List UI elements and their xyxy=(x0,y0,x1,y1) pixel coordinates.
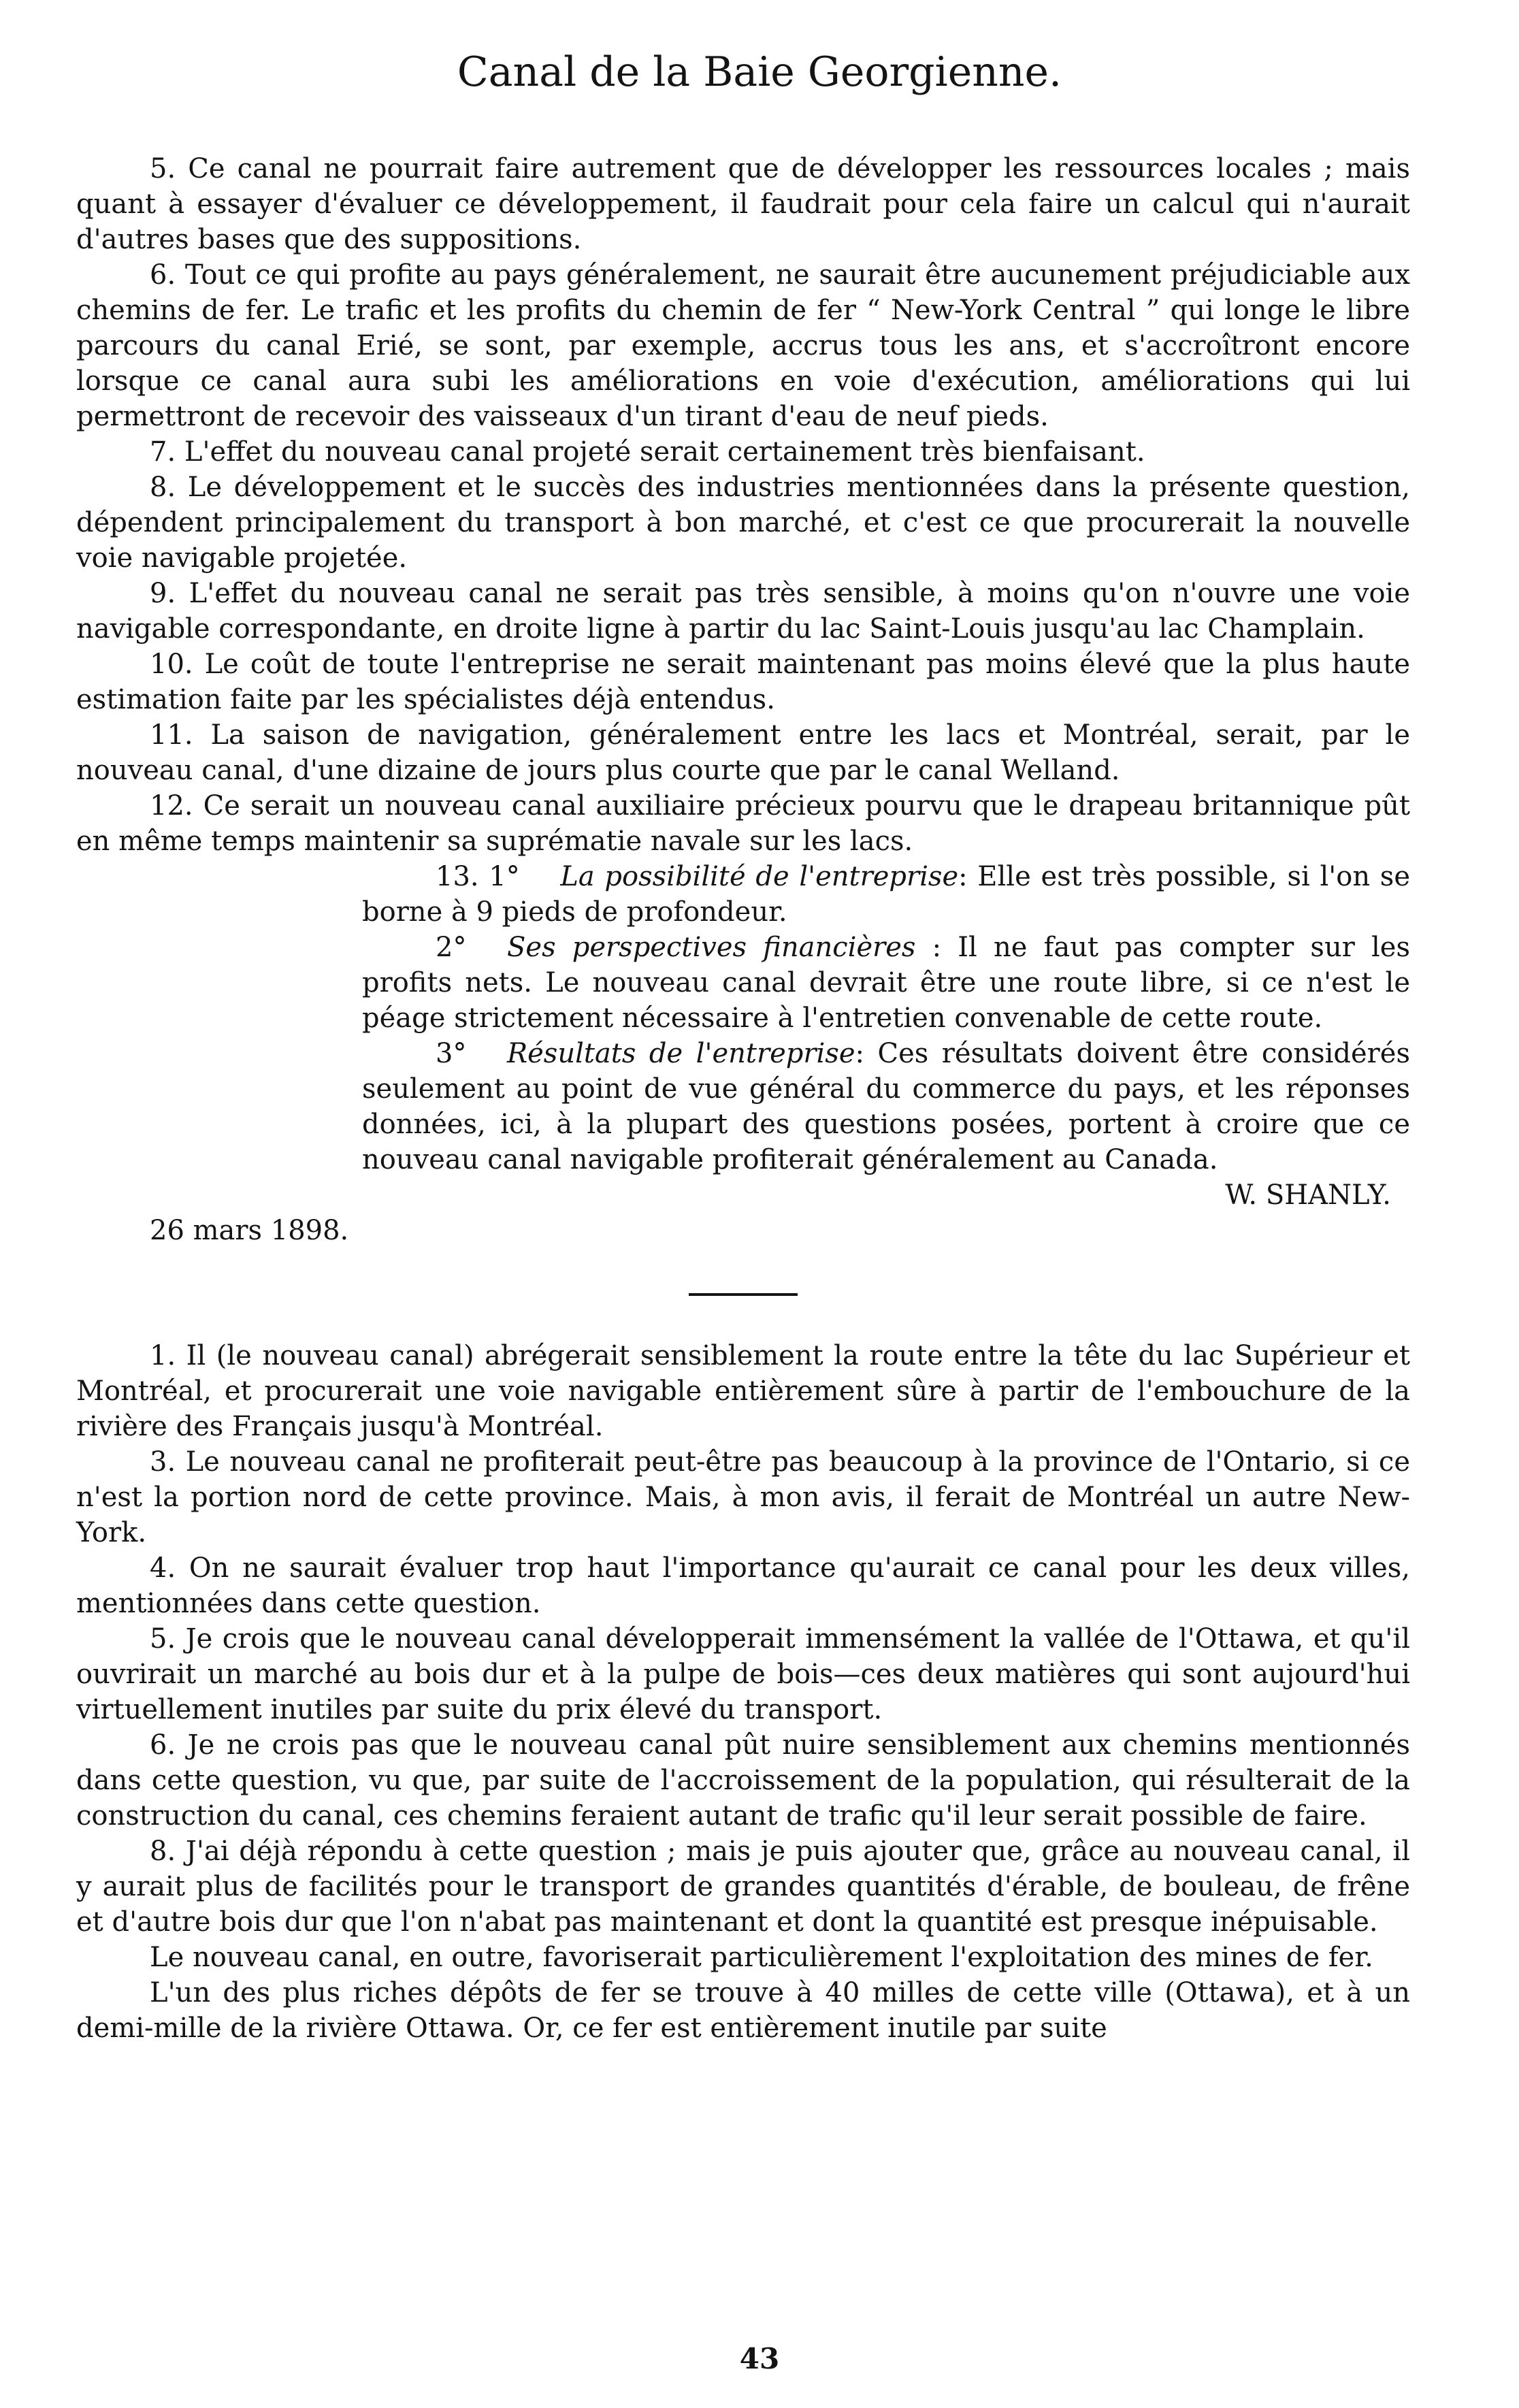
date-line: 26 mars 1898. xyxy=(150,1215,349,1246)
item-13-sub-1 xyxy=(76,859,1410,930)
sub-item-text: : Elle est très possible, si l'on se borne à 9 pieds de profondeur. xyxy=(362,861,1411,928)
sub-item-text: : Ces résultats doivent être considérés seulement au point de vue général du commerce du pays, et les réponses données, ici, à la plupart des questions posées, portent à croire que ce nouveau canal navigable profiterait généralement au Canada. xyxy=(362,1038,1410,1175)
item-13-sub-3 xyxy=(76,1036,1410,1177)
paragraph: 8. J'ai déjà répondu à cette question ; mais je puis ajouter que, grâce au nouveau canal, il y aurait plus de facilités pour le transport de grandes quantités d'érable, de bouleau, de frêne et d'autre bois dur que l'on n'abat pas maintenant et dont la quantité est presque inépuisable. xyxy=(76,1836,1410,1938)
paragraph: 3. Le nouveau canal ne profiterait peut-être pas beaucoup à la province de l'Ontario, si ce n'est la portion nord de cette province. Mais, à mon avis, il ferait de Montréal un autre New-York. xyxy=(76,1446,1410,1548)
paragraph: 4. On ne saurait évaluer trop haut l'importance qu'aurait ce canal pour les deux villes, mentionnées dans cette question. xyxy=(76,1552,1410,1619)
paragraph: 7. L'effet du nouveau canal projeté serait certainement très bienfaisant. xyxy=(150,436,1145,468)
paragraph: 12. Ce serait un nouveau canal auxiliaire précieux pourvu que le drapeau britannique pût en même temps maintenir sa suprématie navale sur les lacs. xyxy=(76,790,1410,857)
item-13-number: 13. xyxy=(436,861,479,892)
answers-section-b xyxy=(76,1338,1410,2046)
sub-item-heading: Ses perspectives financières xyxy=(507,932,916,963)
sub-item-number: 1° xyxy=(489,861,520,892)
paragraph: L'un des plus riches dépôts de fer se trouve à 40 milles de cette ville (Ottawa), et à un demi-mille de la rivière Ottawa. Or, ce fer est entièrement inutile par suite xyxy=(76,1977,1410,2044)
answers-section-a xyxy=(76,151,1410,1248)
sub-item-number: 3° xyxy=(436,1038,467,1069)
paragraph: 6. Je ne crois pas que le nouveau canal pût nuire sensiblement aux chemins mentionnés dans cette question, vu que, par suite de l'accroissement de la population, qui résulterait de la construction du canal, ces chemins feraient autant de trafic qu'il leur serait possible de faire. xyxy=(76,1729,1410,1832)
paragraph: 1. Il (le nouveau canal) abrégerait sensiblement la route entre la tête du lac Supérieur et Montréal, et procurerait une voie navigable entièrement sûre à partir de l'embouchure de la rivière des Français jusqu'à Montréal. xyxy=(76,1340,1410,1442)
page-number: 43 xyxy=(739,2342,780,2375)
item-13-sub-2 xyxy=(76,930,1410,1036)
section-divider xyxy=(689,1293,798,1296)
paragraph: 6. Tout ce qui profite au pays généralement, ne saurait être aucunement préjudiciable aux chemins de fer. Le trafic et les profits du chemin de fer “ New-York Central ” qui longe le libre parcours du canal Erié, se sont, par exemple, accrus tous les ans, et s'accroîtront encore lorsque ce canal aura subi les améliorations en voie d'exécution, améliorations qui lui permettront de recevoir des vaisseaux d'un tirant d'eau de neuf pieds. xyxy=(76,259,1410,432)
sub-item-heading: La possibilité de l'entreprise xyxy=(560,861,959,892)
paragraph: 5. Ce canal ne pourrait faire autrement que de développer les ressources locales ; mais quant à essayer d'évaluer ce développement, il faudrait pour cela faire un calcul qui n'aurait d'autres bases que des suppositions. xyxy=(76,153,1410,255)
paragraph: 8. Le développement et le succès des industries mentionnées dans la présente question, dépendent principalement du transport à bon marché, et c'est ce que procurerait la nouvelle voie navigable projetée. xyxy=(76,472,1410,574)
page-title: Canal de la Baie Georgienne. xyxy=(457,48,1062,96)
signature: W. SHANLY. xyxy=(1225,1179,1391,1211)
paragraph: 5. Je crois que le nouveau canal développerait immensément la vallée de l'Ottawa, et qu'il ouvrirait un marché au bois dur et à la pulpe de bois—ces deux matières qui sont aujourd'hui virtuellement inutiles par suite du prix élevé du transport. xyxy=(76,1623,1410,1725)
paragraph: 9. L'effet du nouveau canal ne serait pas très sensible, à moins qu'on n'ouvre une voie navigable correspondante, en droite ligne à partir du lac Saint-Louis jusqu'au lac Champlain. xyxy=(76,578,1410,645)
sub-item-text: : Il ne faut pas compter sur les profits nets. Le nouveau canal devrait être une route libre, si ce n'est le péage strictement nécessaire à l'entretien convenable de cette route. xyxy=(362,932,1410,1034)
document-body xyxy=(76,151,1410,2046)
sub-item-number: 2° xyxy=(436,932,467,963)
paragraph: 11. La saison de navigation, généralement entre les lacs et Montréal, serait, par le nouveau canal, d'une dizaine de jours plus courte que par le canal Welland. xyxy=(76,719,1410,786)
sub-item-heading: Résultats de l'entreprise xyxy=(507,1038,855,1069)
paragraph: Le nouveau canal, en outre, favoriserait particulièrement l'exploitation des mines de fer. xyxy=(150,1942,1373,1973)
paragraph: 10. Le coût de toute l'entreprise ne serait maintenant pas moins élevé que la plus haute estimation faite par les spécialistes déjà entendus. xyxy=(76,649,1410,715)
